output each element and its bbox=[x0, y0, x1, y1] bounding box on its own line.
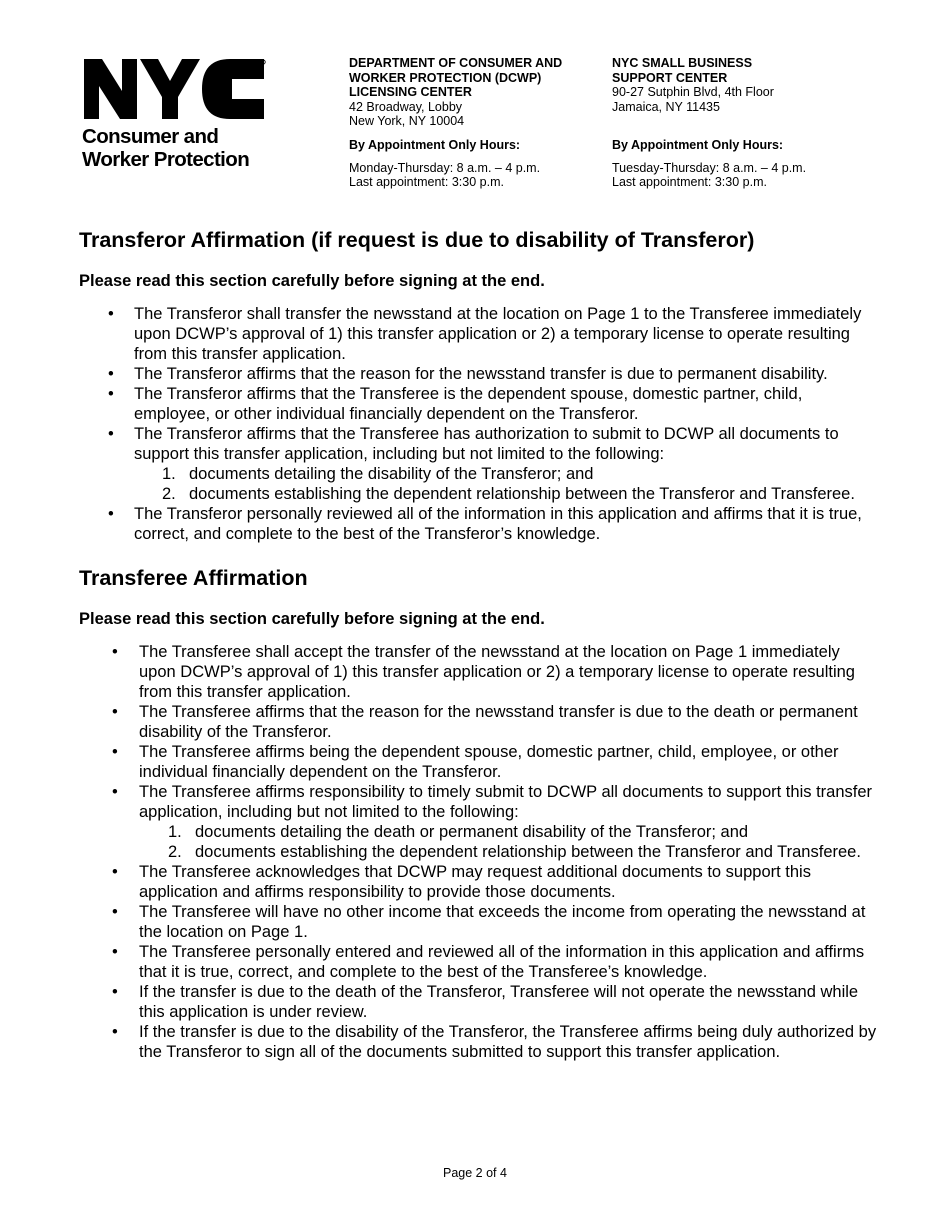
office-address-line: 42 Broadway, Lobby bbox=[349, 99, 463, 114]
list-item: • The Transferor affirms that the Transferee is the dependent spouse, domestic partner, child, employee, or other individual financially dependent on the Transferor. bbox=[108, 385, 803, 423]
bullet-icon: • bbox=[112, 943, 118, 961]
list-item: • If the transfer is due to the disability of the Transferor, the Transferee affirms being duly authorized by the Transferor to sign all of the documents submitted to support this transfer application. bbox=[112, 1023, 877, 1061]
sublist-item: 2. documents establishing the dependent relationship between the Transferor and Transferee. bbox=[168, 843, 861, 861]
svg-text:R: R bbox=[261, 60, 265, 65]
bullet-icon: • bbox=[112, 983, 118, 1001]
office-hours-line: Tuesday-Thursday: 8 a.m. – 4 p.m. bbox=[612, 160, 807, 175]
section-title: Transferor Affirmation (if request is due to disability of Transferor) bbox=[79, 228, 755, 252]
office-name-line: DEPARTMENT OF CONSUMER AND bbox=[349, 56, 563, 70]
bullet-icon: • bbox=[112, 903, 118, 921]
bullet-icon: • bbox=[112, 743, 118, 761]
nyc-dcwp-logo bbox=[82, 57, 272, 171]
list-item: • The Transferee affirms responsibility to timely submit to DCWP all documents to support this transfer application, including but not limited to the following: 1. documents detailing the death or permanent disability of the Transferor; and 2. documents establishing the dependent relationship between the Transferor and Transferee. bbox=[79, 782, 879, 862]
office-licensing-center bbox=[349, 56, 589, 190]
list-item: • The Transferor shall transfer the newsstand at the location on Page 1 to the Transferee immediately upon DCWP’s approval of 1) this transfer application or 2) a temporary license to operate resulting from this transfer application. bbox=[108, 305, 862, 363]
section-instruction: Please read this section carefully before signing at the end. bbox=[79, 272, 545, 290]
list-item: • The Transferor affirms that the reason for the newsstand transfer is due to permanent disability. bbox=[108, 365, 828, 383]
list-item: • The Transferee shall accept the transfer of the newsstand at the location on Page 1 immediately upon DCWP’s approval of 1) this transfer application or 2) a temporary license to operate resulting from this transfer application. bbox=[112, 643, 855, 701]
transferee-affirmation-section bbox=[79, 564, 879, 1062]
bullet-icon: • bbox=[112, 703, 118, 721]
list-number: 2. bbox=[162, 485, 176, 503]
main-content bbox=[79, 226, 879, 1062]
office-hours-title: By Appointment Only Hours: bbox=[612, 137, 784, 152]
list-item: • The Transferee acknowledges that DCWP may request additional documents to support this application and affirms responsibility to provide those documents. bbox=[112, 863, 811, 901]
section-instruction: Please read this section carefully before signing at the end. bbox=[79, 610, 545, 628]
office-small-business-center bbox=[612, 56, 852, 190]
office-name-line: NYC SMALL BUSINESS bbox=[612, 56, 753, 70]
section-title: Transferee Affirmation bbox=[79, 566, 308, 590]
office-name-line: SUPPORT CENTER bbox=[612, 70, 728, 85]
list-item: • The Transferor affirms that the Transferee has authorization to submit to DCWP all documents to support this transfer application, including but not limited to the following: 1. documents detailing the disability of the Transferor; and 2. documents establishing the dependent relationship between the Transferor and Transferee. bbox=[79, 424, 879, 504]
list-item: • The Transferee will have no other income that exceeds the income from operating the newsstand at the location on Page 1. bbox=[112, 903, 866, 941]
bullet-icon: • bbox=[108, 425, 114, 443]
office-hours-line: Last appointment: 3:30 p.m. bbox=[349, 175, 504, 190]
logo-line-1: Consumer and bbox=[82, 125, 219, 148]
bullet-icon: • bbox=[112, 783, 118, 801]
list-item: • If the transfer is due to the death of the Transferor, Transferee will not operate the newsstand while this application is under review. bbox=[112, 983, 859, 1021]
office-hours-title: By Appointment Only Hours: bbox=[349, 137, 521, 152]
bullet-icon: • bbox=[112, 1023, 118, 1041]
list-item: • The Transferor personally reviewed all of the information in this application and affirms that it is true, correct, and complete to the best of the Transferor’s knowledge. bbox=[108, 505, 862, 543]
document-sublist bbox=[134, 464, 879, 504]
office-address-line: Jamaica, NY 11435 bbox=[612, 99, 720, 114]
sublist-item: 2. documents establishing the dependent relationship between the Transferor and Transferee. bbox=[162, 485, 855, 503]
bullet-icon: • bbox=[108, 505, 114, 523]
office-name-line: LICENSING CENTER bbox=[349, 85, 472, 100]
list-item: • The Transferee affirms that the reason for the newsstand transfer is due to the death or permanent disability of the Transferor. bbox=[112, 703, 858, 741]
affirmation-list bbox=[79, 304, 879, 544]
office-address-line: New York, NY 10004 bbox=[349, 114, 465, 129]
transferor-affirmation-section bbox=[79, 226, 879, 544]
list-number: 2. bbox=[168, 843, 182, 861]
sublist-item: 1. documents detailing the death or permanent disability of the Transferor; and bbox=[168, 823, 749, 841]
office-hours-line: Last appointment: 3:30 p.m. bbox=[612, 175, 767, 190]
office-address-line: 90-27 Sutphin Blvd, 4th Floor bbox=[612, 85, 774, 100]
bullet-icon: • bbox=[108, 365, 114, 383]
office-name-line: WORKER PROTECTION (DCWP) bbox=[349, 70, 542, 85]
list-number: 1. bbox=[168, 823, 182, 841]
bullet-icon: • bbox=[112, 643, 118, 661]
page-number: Page 2 of 4 bbox=[443, 1166, 507, 1180]
nyc-logo-icon bbox=[82, 57, 268, 121]
document-sublist bbox=[139, 822, 879, 862]
list-item: • The Transferee affirms being the dependent spouse, domestic partner, child, employee, or other individual financially dependent on the Transferor. bbox=[112, 743, 839, 781]
logo-line-2: Worker Protection bbox=[82, 148, 250, 171]
office-hours-line: Monday-Thursday: 8 a.m. – 4 p.m. bbox=[349, 160, 541, 175]
bullet-icon: • bbox=[108, 305, 114, 323]
bullet-icon: • bbox=[108, 385, 114, 403]
affirmation-list bbox=[79, 642, 879, 1062]
bullet-icon: • bbox=[112, 863, 118, 881]
list-number: 1. bbox=[162, 465, 176, 483]
list-item: • The Transferee personally entered and reviewed all of the information in this application and affirms that it is true, correct, and complete to the best of the Transferee’s knowledge. bbox=[112, 943, 865, 981]
sublist-item: 1. documents detailing the disability of the Transferor; and bbox=[162, 465, 594, 483]
